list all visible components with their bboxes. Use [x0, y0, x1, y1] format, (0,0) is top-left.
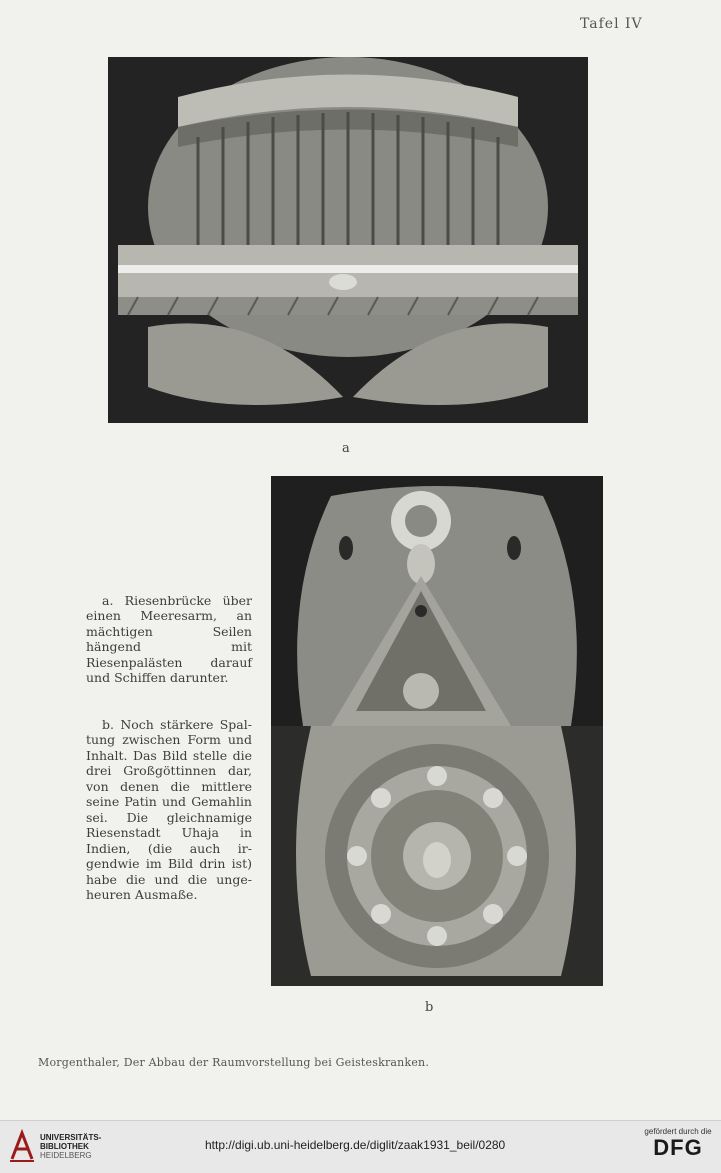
library-seal-icon	[8, 1129, 36, 1163]
library-line1: UNIVERSITÄTS-	[40, 1133, 102, 1142]
permalink-url[interactable]: http://digi.ub.uni-heidelberg.de/diglit/zaak1931_beil/0280	[205, 1138, 506, 1152]
caption-a: a. Riesenbrücke über einen Meeresarm, an mächtigen Seilen hängend mit Riesenpalästen darauf und Schiffen darunter.	[86, 592, 252, 685]
sponsor-caption: gefördert durch die	[644, 1127, 712, 1136]
figure-a-label: a	[342, 441, 350, 456]
plate-title: Tafel IV	[580, 16, 643, 32]
library-line2: BIBLIOTHEK	[40, 1142, 89, 1151]
library-line3: HEIDELBERG	[40, 1151, 92, 1160]
figure-a-painting	[108, 57, 588, 423]
figure-b-painting	[271, 476, 603, 986]
library-name[interactable]	[40, 1133, 101, 1160]
running-footer: Morgenthaler, Der Abbau der Raumvorstellung bei Geisteskranken.	[38, 1056, 430, 1069]
caption-b: b. Noch stärkere Spaltung zwischen Form und Inhalt. Das Bild stelle die drei Großgöttinnen dar, von denen die mittlere seine Patin und Gemahlin sei. Die gleichnamige Riesenstadt Uhaja in Indien, (die auch irgendwie im Bild drin ist) habe die und die ungeheuren Ausmaße.	[86, 716, 252, 902]
dfg-logo: DFG	[653, 1135, 703, 1160]
viewer-bottom-bar	[0, 1120, 721, 1173]
sponsor-block[interactable]	[640, 1127, 716, 1160]
figure-b-label: b	[425, 1000, 434, 1015]
